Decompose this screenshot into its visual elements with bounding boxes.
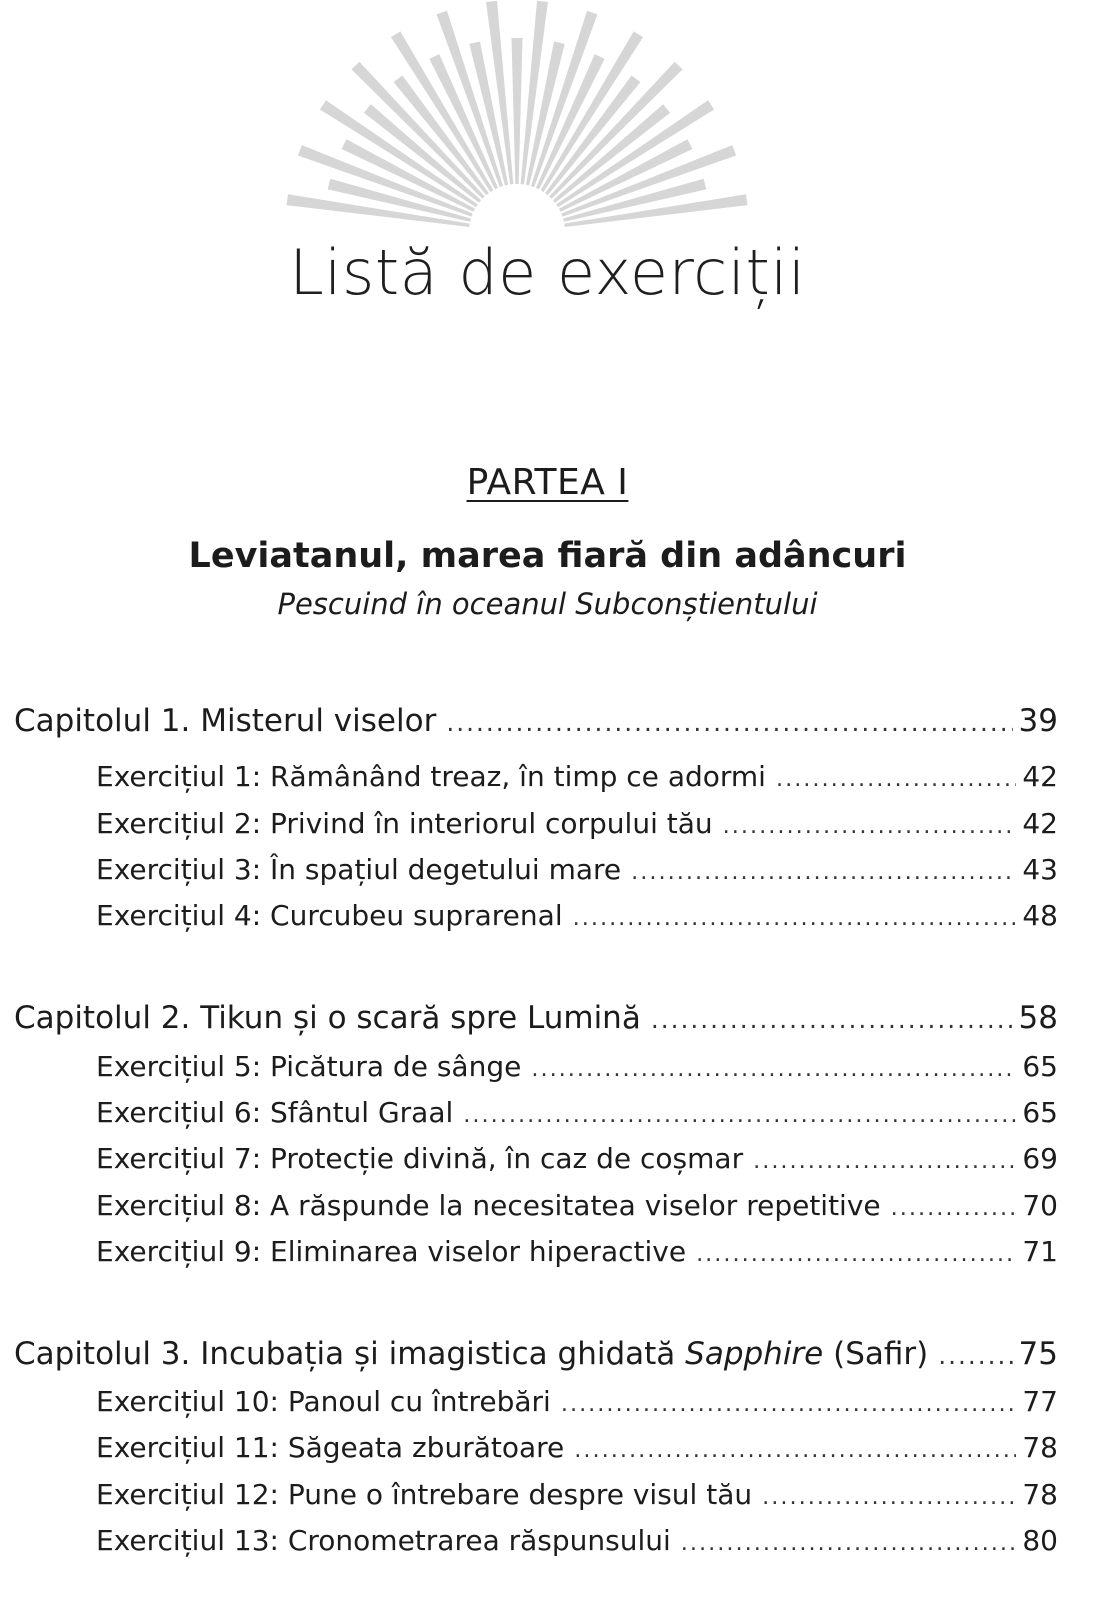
part-label: PARTEA I <box>466 462 629 503</box>
page-number: 65 <box>1022 1096 1058 1129</box>
exercise-entry[interactable] <box>96 1385 1058 1418</box>
exercise-title: Exercițiul 4: Curcubeu suprarenal <box>96 899 563 932</box>
exercise-title: Exercițiul 10: Panoul cu întrebări <box>96 1385 551 1418</box>
leader-dots <box>446 708 1012 737</box>
page-number: 78 <box>1022 1478 1058 1511</box>
exercise-title: Exercițiul 2: Privind în interiorul corpului tău <box>96 807 713 840</box>
leader-dots <box>681 1530 1016 1556</box>
exercise-title: Exercițiul 8: A răspunde la necesitatea viselor repetitive <box>96 1189 881 1222</box>
leader-dots <box>762 1484 1016 1510</box>
leader-dots <box>723 813 1016 839</box>
leader-dots <box>561 1391 1016 1417</box>
page-number: 39 <box>1018 703 1058 739</box>
page-number: 80 <box>1022 1524 1058 1557</box>
exercise-entry[interactable] <box>96 1524 1058 1557</box>
part-description: Pescuind în oceanul Subconștientului <box>277 587 818 621</box>
chapter-title: Capitolul 3. Incubația și imagistica ghidată Sapphire (Safir) <box>14 1336 929 1372</box>
exercise-title: Exercițiul 9: Eliminarea viselor hiperactive <box>96 1235 687 1268</box>
page-title: Listă de exerciții <box>289 236 806 309</box>
page-number: 70 <box>1022 1189 1058 1222</box>
page-number: 42 <box>1022 807 1058 840</box>
page-number: 75 <box>1018 1336 1058 1372</box>
page-number: 58 <box>1018 1000 1058 1036</box>
exercise-entry[interactable] <box>96 1431 1058 1464</box>
chapter-3-entry[interactable] <box>14 1336 1058 1372</box>
leader-dots <box>776 766 1016 792</box>
exercise-entry[interactable] <box>96 1050 1058 1083</box>
exercise-entry[interactable] <box>96 1096 1058 1129</box>
leader-dots <box>631 859 1016 885</box>
exercise-title: Exercițiul 7: Protecție divină, în caz de coșmar <box>96 1142 744 1175</box>
part-subtitle: Leviatanul, marea fiară din adâncuri <box>188 536 907 576</box>
exercise-entry[interactable] <box>96 1189 1058 1222</box>
exercise-entry[interactable] <box>96 1235 1058 1268</box>
exercise-entry[interactable] <box>96 760 1058 793</box>
leader-dots <box>938 1341 1012 1370</box>
leader-dots <box>573 905 1016 931</box>
leader-dots <box>463 1102 1016 1128</box>
page-number: 42 <box>1022 760 1058 793</box>
leader-dots <box>753 1148 1016 1174</box>
exercise-entry[interactable] <box>96 853 1058 886</box>
exercise-title: Exercițiul 12: Pune o întrebare despre visul tău <box>96 1478 753 1511</box>
leader-dots <box>651 1005 1013 1034</box>
page-number: 78 <box>1022 1431 1058 1464</box>
exercise-title: Exercițiul 13: Cronometrarea răspunsului <box>96 1524 671 1557</box>
chapter-title: Capitolul 2. Tikun și o scară spre Lumină <box>14 1000 641 1036</box>
page-number: 43 <box>1022 853 1058 886</box>
exercise-title: Exercițiul 1: Rămânând treaz, în timp ce adormi <box>96 760 766 793</box>
page-number: 69 <box>1022 1142 1058 1175</box>
leader-dots <box>531 1056 1016 1082</box>
page-number: 71 <box>1022 1235 1058 1268</box>
chapter-title: Capitolul 1. Misterul viselor <box>14 703 437 739</box>
page-number: 48 <box>1022 899 1058 932</box>
leader-dots <box>574 1437 1016 1463</box>
exercise-entry[interactable] <box>96 1478 1058 1511</box>
exercise-title: Exercițiul 6: Sfântul Graal <box>96 1096 454 1129</box>
leader-dots <box>891 1195 1016 1221</box>
exercise-entry[interactable] <box>96 807 1058 840</box>
exercise-title: Exercițiul 5: Picătura de sânge <box>96 1050 522 1083</box>
chapter-2-entry[interactable] <box>14 1000 1058 1036</box>
exercise-entry[interactable] <box>96 1142 1058 1175</box>
page-number: 65 <box>1022 1050 1058 1083</box>
exercise-title: Exercițiul 11: Săgeata zburătoare <box>96 1431 565 1464</box>
exercise-title: Exercițiul 3: În spațiul degetului mare <box>96 853 622 886</box>
chapter-1-entry[interactable] <box>14 703 1058 739</box>
page-number: 77 <box>1022 1385 1058 1418</box>
sunburst-ornament <box>0 0 1095 240</box>
leader-dots <box>696 1241 1016 1267</box>
exercise-entry[interactable] <box>96 899 1058 932</box>
